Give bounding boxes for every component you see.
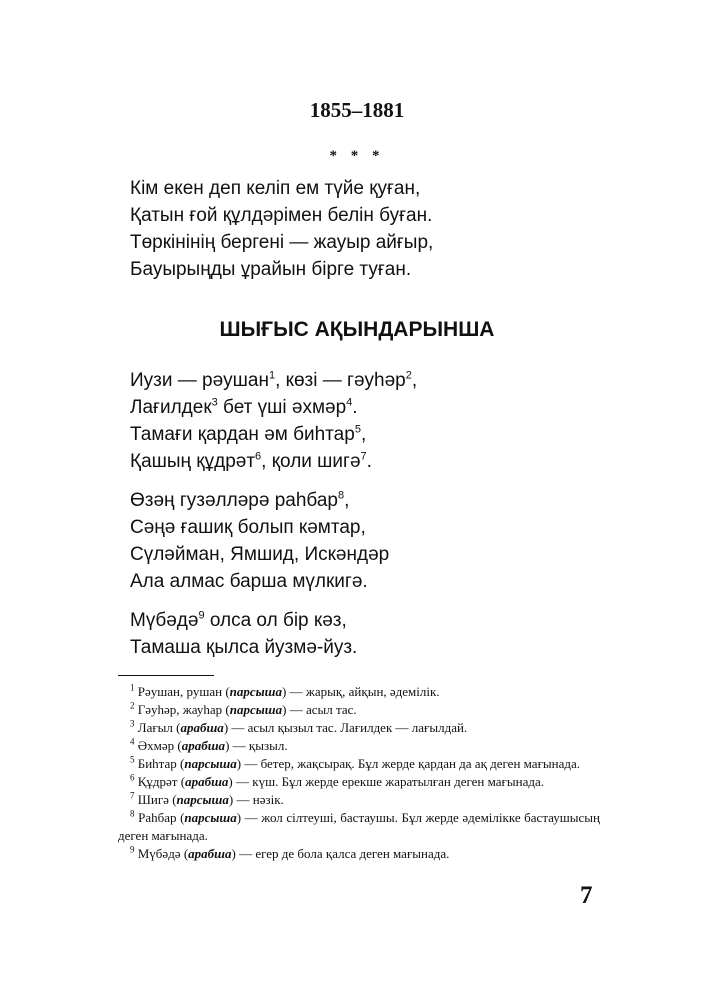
- footnotes: [118, 683, 600, 863]
- poem-untitled: [130, 175, 433, 283]
- poem-title: ШЫҒЫС АҚЫНДАРЫНША: [219, 318, 495, 341]
- poem-stanza-2: [130, 487, 389, 595]
- footnote: $^7$ Шигә (парсыша) — нәзік.: [130, 790, 284, 807]
- poem-stanza-1: [130, 367, 417, 475]
- verse-line: Лағилдек$^3$ бет үші әхмәр$^4$.: [130, 396, 358, 418]
- page-number: 7: [580, 882, 593, 909]
- verse-line: Төркінінің бергені — жауыр айғыр,: [130, 232, 434, 253]
- verse-line: Қатын ғой құлдәрімен белін буған.: [130, 205, 433, 226]
- section-years-heading: 1855–1881: [309, 98, 405, 122]
- poem-stanza-3: [130, 607, 357, 661]
- footnote-divider: [118, 675, 214, 676]
- footnote-ref: 9: [198, 609, 205, 622]
- verse-line: Тамаша қылса йузмә-йуз.: [130, 637, 358, 658]
- footnote-ref: 1: [268, 369, 276, 382]
- footnote: $^4$ Әхмәр (арабша) — қызыл.: [130, 736, 288, 753]
- verse-line: Кім екен деп келіп ем түйе қуған,: [130, 178, 421, 199]
- verse-line: Тамағи қардан әм биһтар$^5$,: [130, 423, 367, 445]
- verse-line: Қашың құдрәт$^6$, қоли шигә$^7$.: [130, 450, 372, 472]
- verse-line: Сәңә ғашиқ болып кәмтар,: [130, 517, 366, 538]
- verse-line: Ала алмас барша мүлкигә.: [130, 571, 368, 592]
- untitled-poem-asterisks: * * *: [329, 148, 385, 164]
- footnote: $^2$ Гәуһәр, жауһар (парсыша) — асыл тас.: [130, 700, 357, 717]
- verse-line: Өзәң гузәлләрә раһбар$^8$,: [130, 489, 350, 511]
- footnote: $^6$ Құдрәт (арабша) — күш. Бұл жерде ерекше жаратылған деген мағынада.: [130, 772, 544, 789]
- footnote-ref: 4: [346, 396, 353, 409]
- verse-line: Бауырыңды ұрайын бірге туған.: [130, 259, 412, 280]
- footnote: $^5$ Биһтар (парсыша) — бетер, жақсырақ. Бұл жерде қардан да ақ деген мағынада.: [130, 754, 580, 771]
- footnote-ref: 7: [360, 450, 367, 463]
- verse-line: Мүбәдә$^9$ олса ол бір кәз,: [130, 609, 347, 631]
- footnote: $^8$ Раһбар (парсыша) — жол сілтеуші, бастаушы. Бұл жерде әдемілікке бастаушысың деген мағынада.: [118, 808, 600, 843]
- verse-line: Сүләйман, Ямшид, Искәндәр: [130, 544, 390, 565]
- verse-line: Иузи — рәушан$^1$, көзі — гәуһәр$^2$,: [130, 369, 418, 391]
- footnote-ref: 2: [405, 369, 412, 382]
- footnote-ref: 8: [337, 489, 345, 502]
- footnote-ref: 6: [255, 450, 262, 463]
- footnote-ref: 3: [211, 396, 218, 409]
- footnote-ref: 5: [354, 423, 361, 436]
- footnote: $^3$ Лағыл (арабша) — асыл қызыл тас. Лағилдек — лағылдай.: [130, 718, 468, 735]
- footnote: $^9$ Мүбәдә (арабша) — егер де бола қалса деген мағынада.: [130, 844, 450, 861]
- footnote: $^1$ Рәушан, рушан (парсыша) — жарық, айқын, әдемілік.: [130, 682, 440, 699]
